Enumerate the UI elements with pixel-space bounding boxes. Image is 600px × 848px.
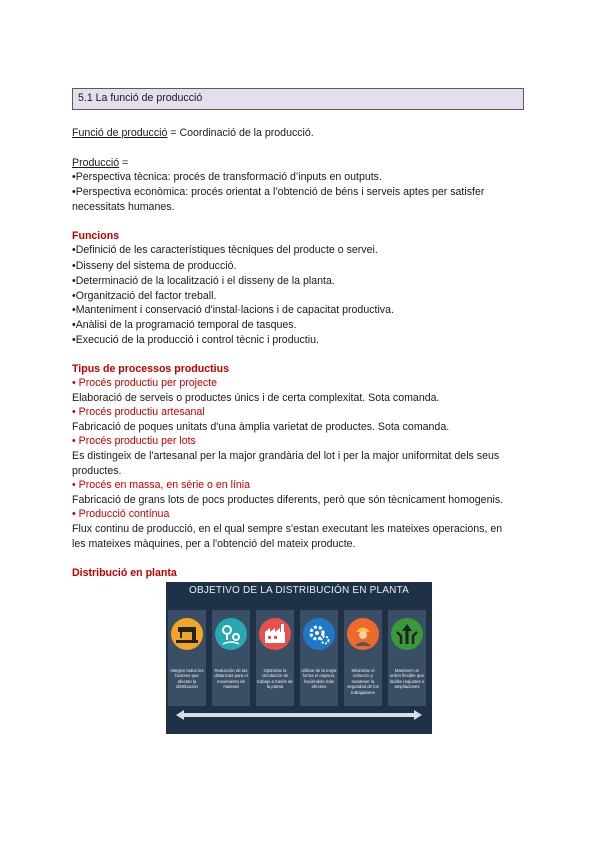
card-text: Mantener un orden flexible que facilite reajustes o ampliaciones — [389, 668, 425, 690]
distribucio-heading: Distribució en planta — [72, 567, 177, 579]
definition-rest: = Coordinació de la producció. — [167, 127, 314, 139]
produccio-heading — [72, 156, 128, 170]
infographic-title: OBJETIVO DE LA DISTRIBUCIÓN EN PLANTA — [188, 585, 410, 596]
tipus-item-title: • Producció contínua — [72, 508, 170, 520]
definition-term: Funció de producció — [72, 127, 168, 139]
tipus-item-desc: productes. — [72, 465, 122, 477]
tipus-item-desc: Elaboració de serveis o productes únics i de certa complexitat. Sota comanda. — [72, 392, 440, 404]
arrows-icon — [391, 618, 423, 650]
funcions-item: •Definició de les característiques tècniques del producte o servei. — [72, 244, 378, 256]
produccio-term: Producció — [72, 157, 120, 169]
tipus-item-title: • Procés productiu artesanal — [72, 406, 205, 418]
tipus-item-desc: Fabricació de poques unitats d'una àmplia varietat de productes. Sota comanda. — [72, 421, 450, 433]
funcions-item: •Execució de la producció i control tècnic i productiu. — [72, 334, 319, 346]
funcions-item: •Disseny del sistema de producció. — [72, 260, 237, 272]
section-title-box — [72, 88, 524, 110]
sewing-machine-icon — [171, 618, 203, 650]
tipus-item-title: • Procés productiu per projecte — [72, 377, 218, 389]
infographic-card — [344, 610, 382, 706]
produccio-item: •Perspectiva econòmica: procés orientat a l’obtenció de béns i serveis aptes per satisfer — [72, 186, 485, 198]
card-text: Reducción de las distancias para el movimiento de material — [214, 668, 248, 690]
infographic-card — [388, 610, 426, 706]
card-text: Optimizar la circulación de trabajo a través de la planta — [257, 668, 293, 690]
card-text: Utilizar de la mejor forma el espacio, haciéndolo más efectivo — [301, 668, 337, 690]
tipus-item-title: • Procés productiu per lots — [72, 435, 196, 447]
gears-icon — [303, 618, 335, 650]
infographic-card — [300, 610, 338, 706]
map-pin-icon — [215, 618, 247, 650]
tipus-item-desc: Fabricació de grans lots de pocs productes diferents, però que són tècnicament homogenis. — [72, 494, 504, 506]
produccio-eq: = — [119, 157, 129, 169]
card-text: Integrar todos los factores que afectan la distribución — [170, 668, 204, 690]
tipus-item-desc: Es distingeix de l'artesanal per la major grandària del lot i per la major uniformitat dels seus — [72, 450, 500, 462]
tipus-item-desc: les mateixes màquines, per a l'obtenció del mateix producte. — [72, 538, 356, 550]
infographic-card — [212, 610, 250, 706]
distribution-infographic — [166, 582, 432, 734]
infographic-card — [168, 610, 206, 706]
section-title: 5.1 La funció de producció — [78, 92, 203, 104]
funcions-item: •Anàlisi de la programació temporal de tasques. — [72, 319, 297, 331]
factory-icon — [259, 618, 291, 650]
definition-line — [72, 126, 314, 140]
produccio-item: necessitats humanes. — [72, 201, 175, 213]
funcions-item: •Organització del factor treball. — [72, 290, 217, 302]
tipus-item-desc: Flux continu de producció, en el qual sempre s'estan executant les mateixes operacions, en — [72, 523, 503, 535]
funcions-heading: Funcions — [72, 230, 120, 242]
double-arrow-icon — [176, 710, 422, 720]
tipus-heading: Tipus de processos productius — [72, 363, 229, 375]
produccio-item: •Perspectiva tècnica: procés de transformació d’inputs en outputs. — [72, 171, 382, 183]
infographic-card — [256, 610, 294, 706]
card-text: Minimizar el esfuerzo y mantener la seguridad de los trabajadores — [347, 668, 379, 695]
worker-icon — [347, 618, 379, 650]
funcions-item: •Determinació de la localització i el disseny de la planta. — [72, 275, 335, 287]
funcions-item: •Manteniment i conservació d'instal·lacions i de capacitat productiva. — [72, 304, 394, 316]
tipus-item-title: • Procés en massa, en sèrie o en línia — [72, 479, 251, 491]
